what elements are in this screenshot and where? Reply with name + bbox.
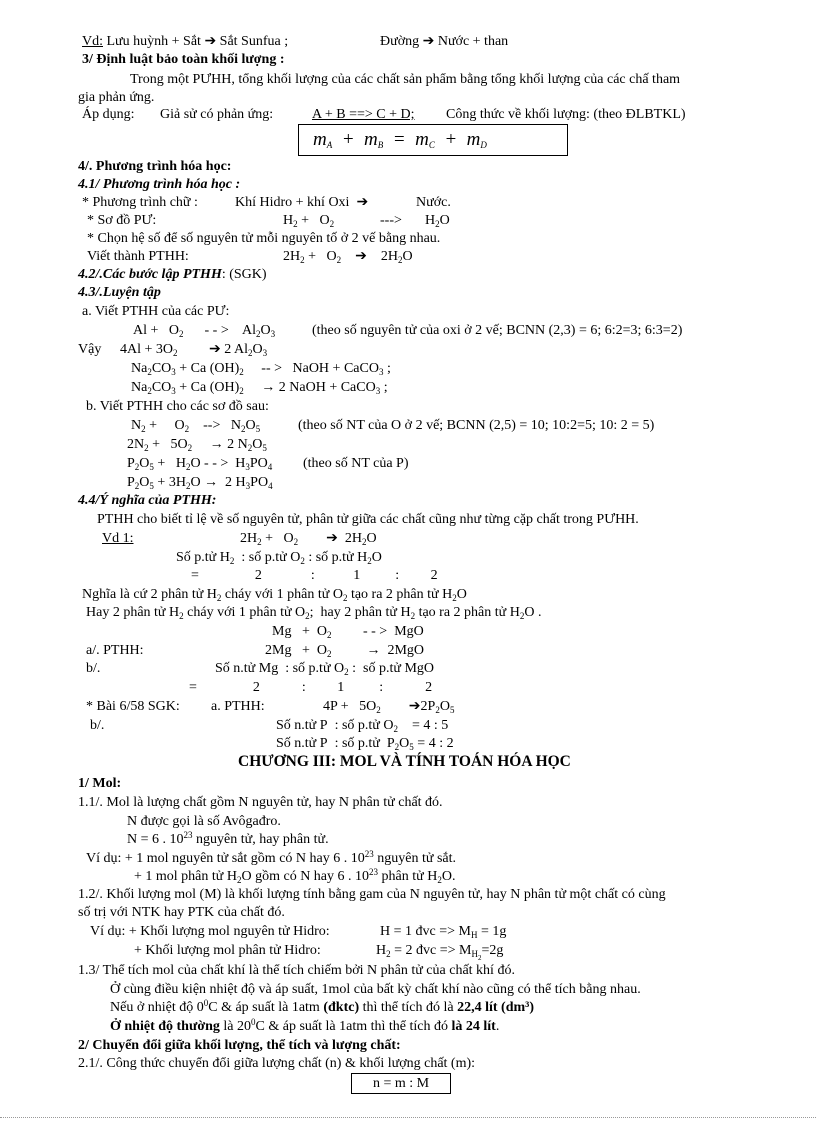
section-title: 2/ Chuyển đổi giữa khối lượng, thể tích và lượng chất:: [78, 1038, 401, 1053]
apply-text: Giả sử có phản ứng:: [160, 107, 274, 122]
ratio-text: Số n.tử P: [276, 718, 328, 733]
n-formula-box: [351, 1073, 451, 1094]
word-equation-label: * Phương trình chữ :: [82, 195, 198, 210]
meaning-line: Hay 2 phân tử $H_2$ cháy với 1 phân tử $O_2$; hay 2 phân tử $H_2$ tạo ra 2 phân tử $H_2O$ .: [86, 605, 542, 621]
example-line: [82, 33, 288, 50]
label: a/. PTHH:: [86, 643, 144, 658]
equation: $Al + O_2$ - - > $Al_2O_3$: [133, 323, 276, 339]
step-text: Viết thành PTHH:: [87, 249, 189, 264]
arrow-icon: ➔: [408, 699, 421, 714]
apply-line: [82, 106, 135, 123]
ratio-line: Số n.tử Mg : số p.tử $O_2$ : số p.tử MgO: [215, 661, 435, 677]
text: là 24 lít: [451, 1019, 496, 1034]
equation-note: (theo số NT của P): [303, 456, 409, 471]
text: Ví dụ: + 1 mol nguyên tử sắt gồm có N hay 6 . 10: [86, 851, 365, 866]
scheme-product: $H_2O$: [425, 213, 450, 229]
example-line: Ví dụ: + Khối lượng mol nguyên tử Hidro:: [90, 924, 330, 939]
paragraph: PTHH cho biết tỉ lệ về số nguyên tử, phân tử giữa các chất cũng như từng cặp chất trong PƯHH.: [97, 512, 639, 527]
ratio-text: : số p.tử H: [308, 550, 368, 565]
step-text: * Chọn hệ số để số nguyên tử mỗi nguyên tố ở 2 vế bằng nhau.: [87, 231, 441, 246]
equation: $2N_2 + 5O_2$ → 2 $N_2O_5$: [127, 437, 267, 453]
chapter-title: CHƯƠNG III: MOL VÀ TÍNH TOÁN HÓA HỌC: [238, 753, 571, 770]
arrow-icon: ➔: [326, 531, 338, 546]
text: N = 6 . 10: [127, 832, 184, 847]
arrow-icon: ➔: [422, 34, 435, 49]
paragraph: Nếu ở nhiệt độ $0^0C$ & áp suất là 1atm (đktc) thì thể tích đó là 22,4 lít (dm³): [110, 998, 535, 1015]
meaning-text: Hay 2 phân tử H: [86, 605, 180, 620]
page-footer-divider: [0, 1117, 816, 1118]
paragraph: 1.3/ Thể tích mol của chất khí là thể tích chiếm bởi N phân tử của chất khí đó.: [78, 963, 515, 978]
exercise-label: * Bài 6/58 SGK:: [86, 699, 180, 714]
ratio-line: Số n.tử P : số p.tử $O_2$ = 4 : 5: [276, 718, 449, 734]
subsection-title: 4.3/.Luyện tập: [78, 285, 161, 300]
ratio-text: Số n.tử P: [276, 736, 328, 751]
label: b/.: [90, 718, 105, 733]
example-line: + 1 mol phân tử $H_2O$ gồm có N hay 6 . $10^{23}$ phân tử $H_2O$.: [134, 867, 456, 885]
n-formula: n = m : M: [372, 1076, 430, 1091]
ratio-text: Số n.tử Mg: [215, 661, 279, 676]
example-line-2: [380, 33, 508, 50]
arrow-icon: ➔: [355, 249, 367, 264]
paragraph: N được gọi là số Avôgađro.: [127, 814, 281, 829]
vd-label: Vd:: [82, 34, 103, 49]
text: 22,4 lít (dm³): [457, 1000, 535, 1015]
label: b/.: [86, 661, 101, 676]
example-eq: H = 1 đvc => $M_H = 1g$: [380, 924, 507, 940]
example-line: Ví dụ: + 1 mol nguyên tử sắt gồm có N hay 6 . $10^{23}$ nguyên tử sắt.: [86, 849, 456, 866]
vd-text: Lưu huỳnh + Sắt: [106, 34, 205, 49]
ratio-line: Số p.tử $H_2$ : số p.tử $O_2$ : số p.tử $H_2O$: [176, 550, 382, 566]
paragraph: số trị với NTK hay PTK của chất đó.: [78, 905, 285, 920]
meaning-line: Nghĩa là cứ 2 phân tử $H_2$ cháy với 1 phân tử $O_2$ tạo ra 2 phân tử $H_2O$: [82, 587, 467, 603]
subsection-line: [78, 266, 267, 283]
paragraph: N = 6 . $10^{23}$ nguyên tử, hay phân tử.: [127, 830, 329, 847]
ratio-values: = 2 : 1 : 2: [189, 680, 433, 695]
equation: $Na_2CO_3 + Ca$ $(OH)_2$ -- > NaOH + CaCO$_3$ ;: [131, 361, 391, 377]
exercise-label: a. Viết PTHH của các PƯ:: [82, 304, 230, 319]
scheme-eq: $H_2 + O_2$: [283, 213, 335, 229]
scheme-label: * Sơ đồ PƯ:: [87, 213, 157, 228]
vd-text: Nước + than: [437, 34, 509, 49]
equation: $N_2$ + $O_2$ --> $N_2O_5$: [131, 418, 261, 434]
equation-note: (theo số nguyên tử của oxi ở 2 vế; BCNN (2,3) = 6; 6:2=3; 6:3=2): [312, 323, 683, 338]
text: C & áp suất là 1atm thì thể tích đó: [255, 1019, 452, 1034]
text: Ở nhiệt độ thường: [110, 1019, 220, 1034]
equation: $Mg + O_2$ - - > MgO: [272, 624, 424, 640]
subsection-title: 4.1/ Phương trình hóa học :: [78, 177, 241, 192]
conclusion-label: Vậy: [78, 342, 102, 357]
mass-formula-box: [298, 124, 568, 156]
scheme-arrow: --->: [380, 213, 402, 228]
equation: $2H_2 + O_2$ ➔ $2H_2O$: [283, 249, 413, 265]
text: O gồm có N hay 6 . 10: [241, 869, 370, 884]
text: H = 1 đvc => M: [380, 924, 471, 939]
equation: $P_2O_5 + 3H_2O \to 2$ $H_3PO_4$: [127, 475, 273, 491]
paragraph: 1.1/. Mol là lượng chất gồm N nguyên tử, hay N phân tử chất đó.: [78, 795, 443, 810]
ratio-values: = 2 : 1 : 2: [191, 568, 438, 583]
text: phân tử H: [378, 869, 438, 884]
word-eq-result: Nước.: [416, 195, 451, 210]
paragraph: gia phản ứng.: [78, 90, 155, 105]
equation: $4P + 5O_2$ $➔2P_2O_5$: [323, 699, 455, 715]
exercise-label: b. Viết PTHH cho các sơ đồ sau:: [86, 399, 269, 414]
paragraph: Trong một PƯHH, tổng khối lượng của các chất sản phẩm bằng tổng khối lượng của các chấ tham: [130, 72, 681, 87]
equation: $Na_2CO_3 + Ca$ $(OH)_2$ → 2 NaOH + CaCO$_3$ ;: [131, 380, 388, 396]
text: = 1g: [477, 924, 507, 939]
ratio-text: Số p.tử H: [176, 550, 230, 565]
text: là 20: [219, 1019, 252, 1034]
apply-label: Áp dụng:: [82, 107, 135, 122]
text: nguyên tử sắt.: [373, 851, 456, 866]
ratio-text: : số p.tử O: [241, 550, 301, 565]
paragraph: 1.2/. Khối lượng mol (M) là khối lượng tính bằng gam của N nguyên tử, hay N phân tử một chất có cùng: [78, 887, 666, 902]
paragraph: 2.1/. Công thức chuyển đổi giữa lượng chất (n) & khối lượng chất (m):: [78, 1056, 476, 1071]
arrow-icon: ➔: [204, 34, 217, 49]
vd-text: Sắt Sunfua ;: [219, 34, 289, 49]
text: =2g: [481, 943, 504, 958]
example-line: + Khối lượng mol phân tử Hidro:: [134, 943, 321, 958]
text: Nếu ở nhiệt độ 0: [110, 1000, 204, 1015]
text: nguyên tử, hay phân tử.: [192, 832, 329, 847]
word-equation: [235, 194, 372, 211]
example-eq: $H_2 = 2$ đvc => $M_{H_2}=2g$: [376, 943, 504, 962]
subsection-title: 4.4/Ý nghĩa của PTHH:: [78, 493, 217, 508]
paragraph: Ở nhiệt độ thường là $20^0C$ & áp suất là 1atm thì thể tích đó là 24 lít.: [110, 1017, 500, 1034]
equation: $4Al + 3O_2$ ➔ 2 $Al_2O_3$: [120, 342, 268, 358]
ratio-line: Số n.tử P : số p.tử $P_2O_5 = 4$ : 2: [276, 736, 454, 752]
vd-text: Đường: [380, 34, 423, 49]
meaning-text: Nghĩa là cứ 2 phân tử H: [82, 587, 217, 602]
equation: $2Mg + O_2$ → 2MgO: [265, 643, 425, 659]
arrow-icon: ➔: [352, 195, 372, 210]
label: a. PTHH:: [211, 699, 265, 714]
section-title: 1/ Mol:: [78, 776, 122, 791]
apply-equation: A + B ==> C + D;: [312, 107, 415, 122]
apply-text: Công thức về khối lượng: (theo ĐLBTKL): [446, 107, 686, 122]
text: + 1 mol phân tử H: [134, 869, 237, 884]
paragraph: Ở cùng điều kiện nhiệt độ và áp suất, 1mol của bất kỳ chất khí nào cũng có thể tích bằng nhau.: [110, 982, 641, 997]
ratio-value: = 4 : 2: [417, 736, 454, 751]
text: C & áp suất là 1atm: [208, 1000, 324, 1015]
text: = 2 đvc => M: [394, 943, 472, 958]
equation-note: (theo số NT của O ở 2 vế; BCNN (2,5) = 10; 10:2=5; 10: 2 = 5): [298, 418, 655, 433]
mass-formula: $m_A + m_B = m_C + m_D$: [313, 129, 487, 150]
subsection-tail: : (SGK): [221, 267, 267, 282]
word-eq-text: Khí Hidro + khí Oxi: [235, 195, 350, 210]
section-title: 3/ Định luật bảo toàn khối lượng :: [82, 52, 285, 67]
subsection-title: 4.2/.Các bước lập PTHH: [78, 267, 222, 282]
text: (đktc): [323, 1000, 360, 1015]
equation: $P_2O_5 + H_2O$ - - > $H_3PO_4$: [127, 456, 273, 472]
example-label: Vd 1:: [102, 531, 134, 546]
arrow-icon: ➔: [209, 342, 221, 357]
ratio-value: = 4 : 5: [412, 718, 449, 733]
equation: $2H_2 + O_2$ ➔ $2H_2O$: [240, 531, 377, 547]
section-title: 4/. Phương trình hóa học:: [78, 159, 232, 174]
text: thì thể tích đó là: [359, 1000, 458, 1015]
